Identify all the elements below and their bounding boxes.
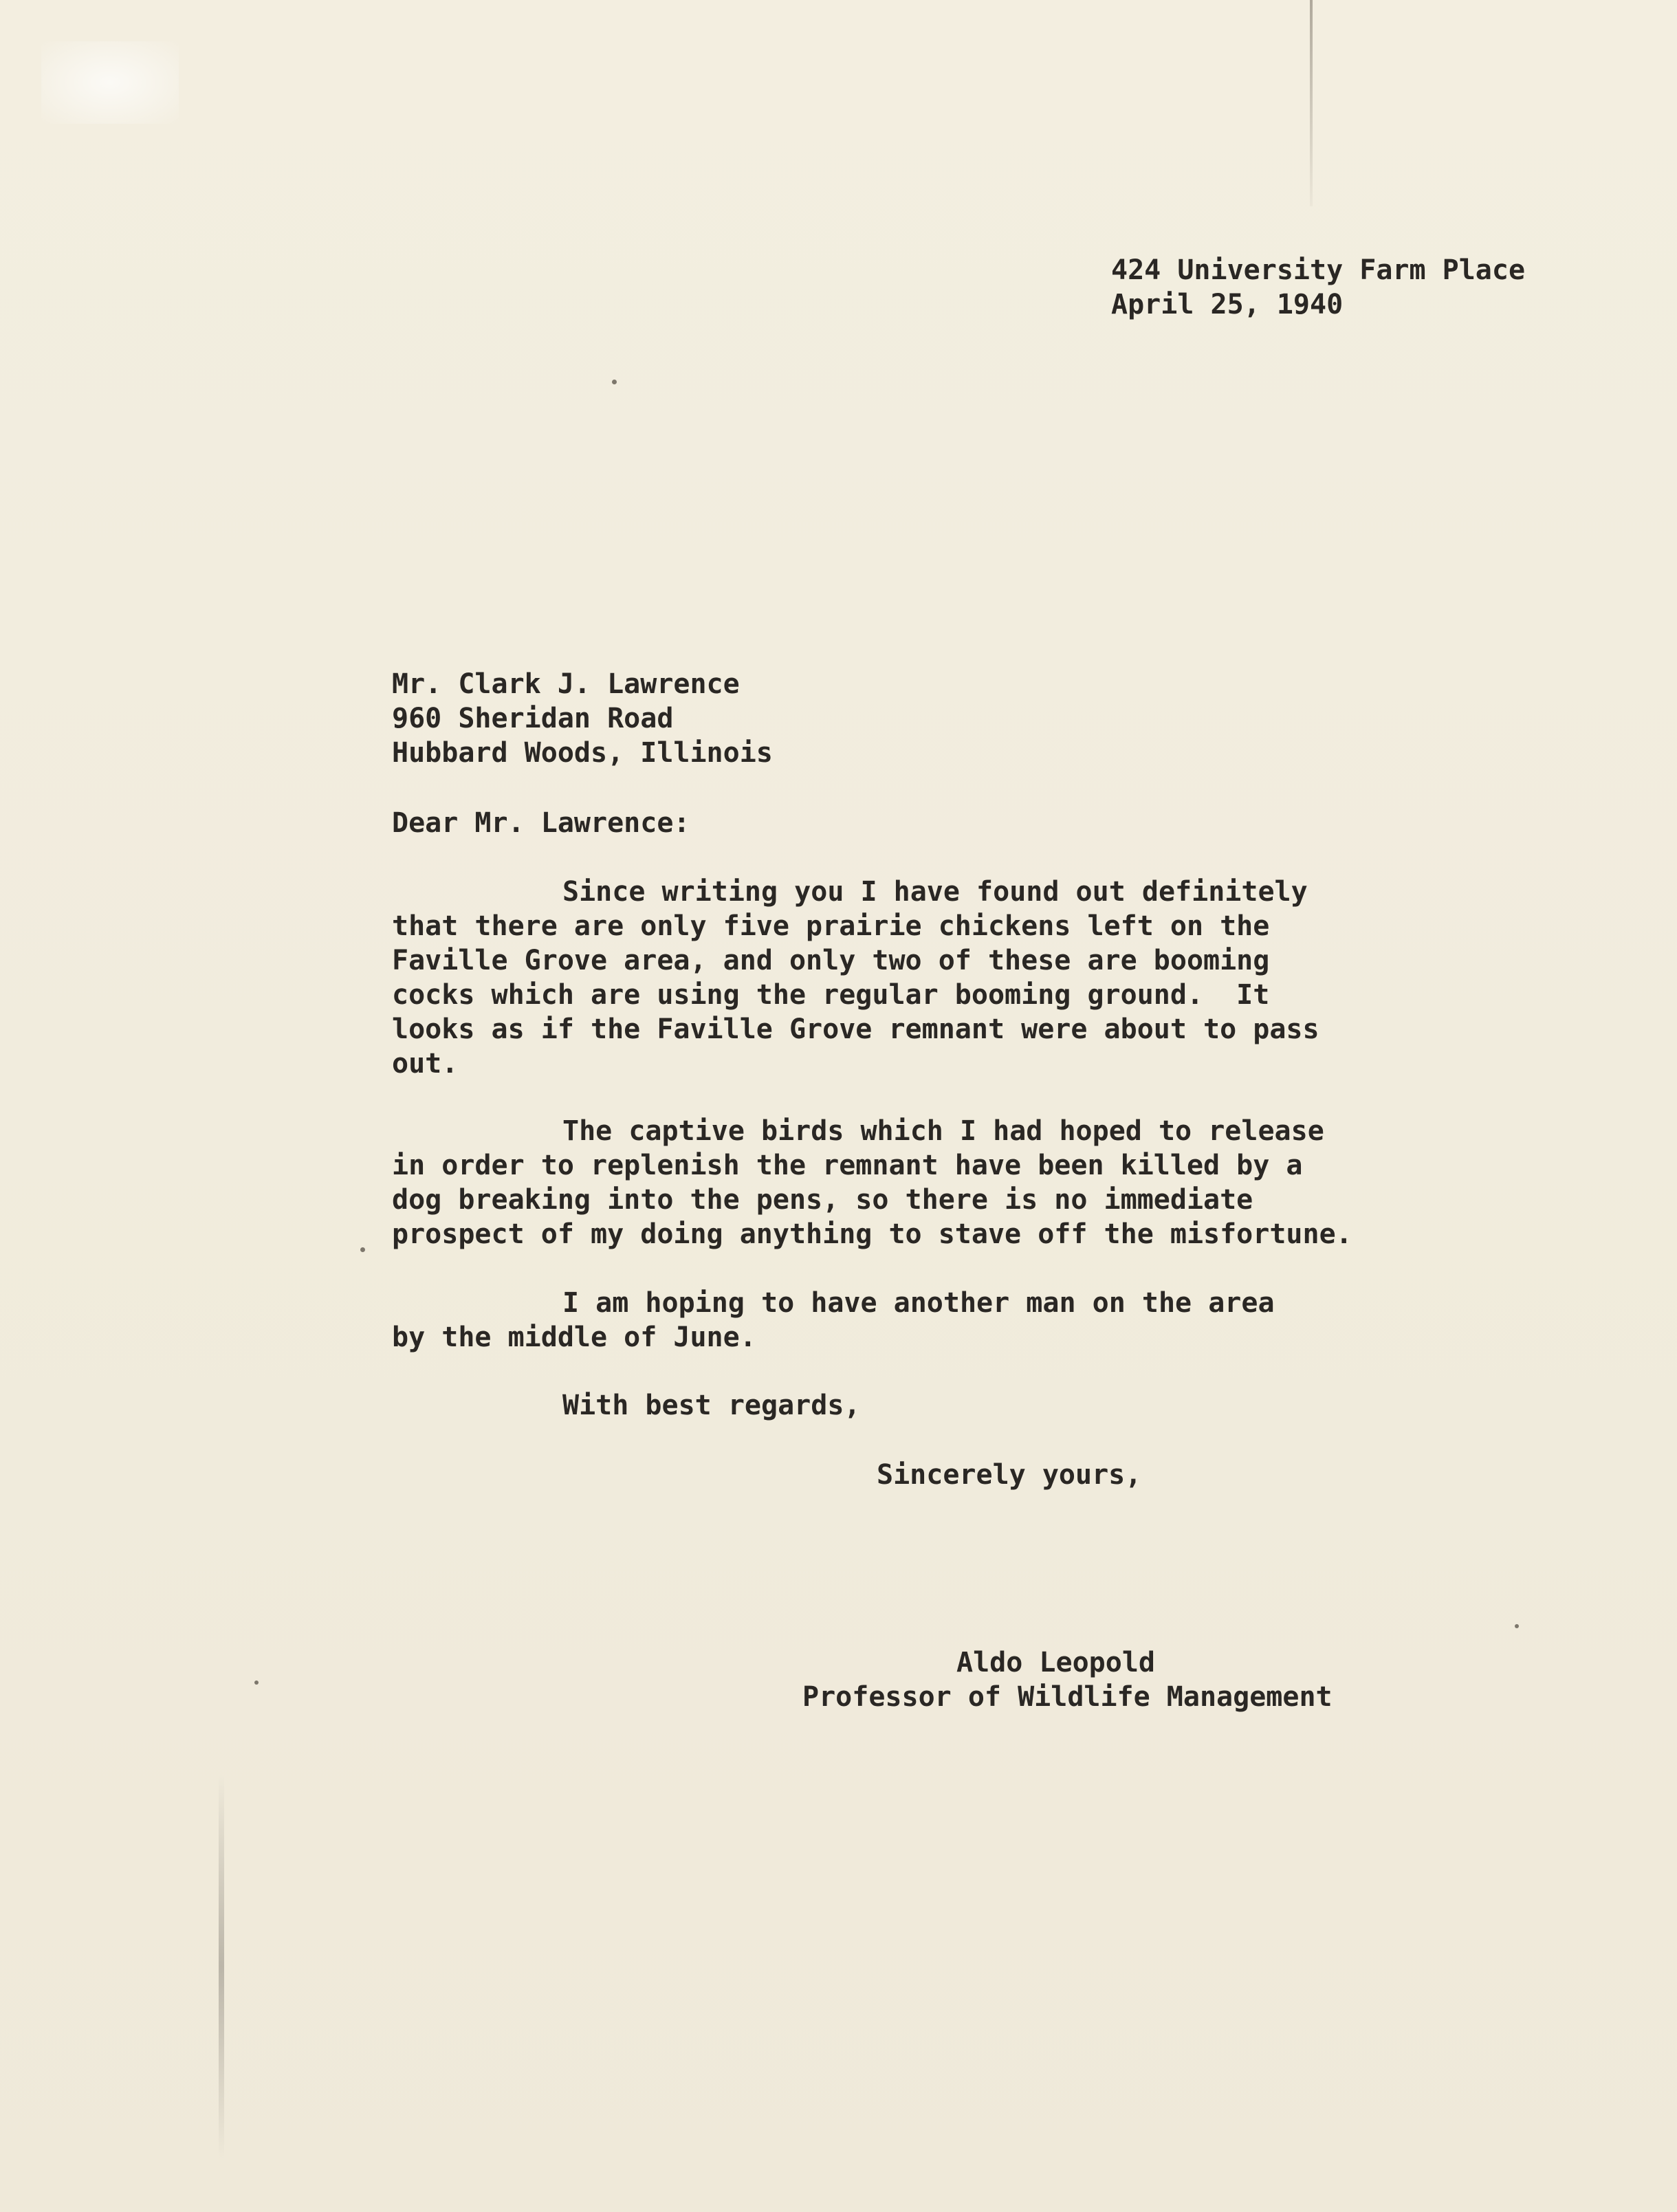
signer-title: Professor of Wildlife Management <box>802 1681 1333 1713</box>
pencil-trace-mark <box>219 1774 224 2159</box>
letter-date: April 25, 1940 <box>1111 289 1344 320</box>
ink-speck <box>360 1247 365 1252</box>
paragraph-line: in order to replenish the remnant have been killed by a <box>392 1150 1303 1181</box>
signer-name: Aldo Leopold <box>956 1647 1155 1678</box>
recipient-city: Hubbard Woods, Illinois <box>392 737 773 769</box>
paragraph-line: by the middle of June. <box>392 1322 756 1353</box>
ink-speck <box>1515 1624 1519 1628</box>
body-paragraph-2 <box>392 1114 1352 1251</box>
paragraph-line: Faville Grove area, and only two of these are booming <box>392 945 1270 976</box>
closing-regards: With best regards, <box>562 1390 861 1421</box>
paragraph-line: prospect of my doing anything to stave off the misfortune. <box>392 1218 1352 1250</box>
complimentary-closing: Sincerely yours, <box>877 1459 1142 1491</box>
return-address-street: 424 University Farm Place <box>1111 254 1526 286</box>
paragraph-line: looks as if the Faville Grove remnant were about to pass <box>392 1014 1319 1045</box>
body-paragraph-1 <box>392 875 1319 1081</box>
body-paragraph-3 <box>392 1286 1275 1355</box>
paper-crease-mark <box>1310 0 1313 206</box>
inside-address <box>392 667 773 770</box>
salutation: Dear Mr. Lawrence: <box>392 807 690 839</box>
signature-block <box>802 1645 1333 1714</box>
paragraph-line: The captive birds which I had hoped to release <box>562 1115 1324 1147</box>
paragraph-line: dog breaking into the pens, so there is no immediate <box>392 1184 1253 1216</box>
recipient-street: 960 Sheridan Road <box>392 703 674 734</box>
paragraph-line: that there are only five prairie chickens left on the <box>392 910 1270 942</box>
paragraph-line: out. <box>392 1048 459 1080</box>
ink-speck <box>254 1680 259 1685</box>
ink-speck <box>612 380 617 384</box>
paragraph-line: Since writing you I have found out definitely <box>562 876 1308 908</box>
paragraph-line: cocks which are using the regular booming ground. It <box>392 979 1270 1011</box>
paper-smudge <box>41 41 179 124</box>
return-address <box>1111 253 1525 322</box>
recipient-name: Mr. Clark J. Lawrence <box>392 668 740 700</box>
paragraph-line: I am hoping to have another man on the area <box>562 1287 1275 1319</box>
